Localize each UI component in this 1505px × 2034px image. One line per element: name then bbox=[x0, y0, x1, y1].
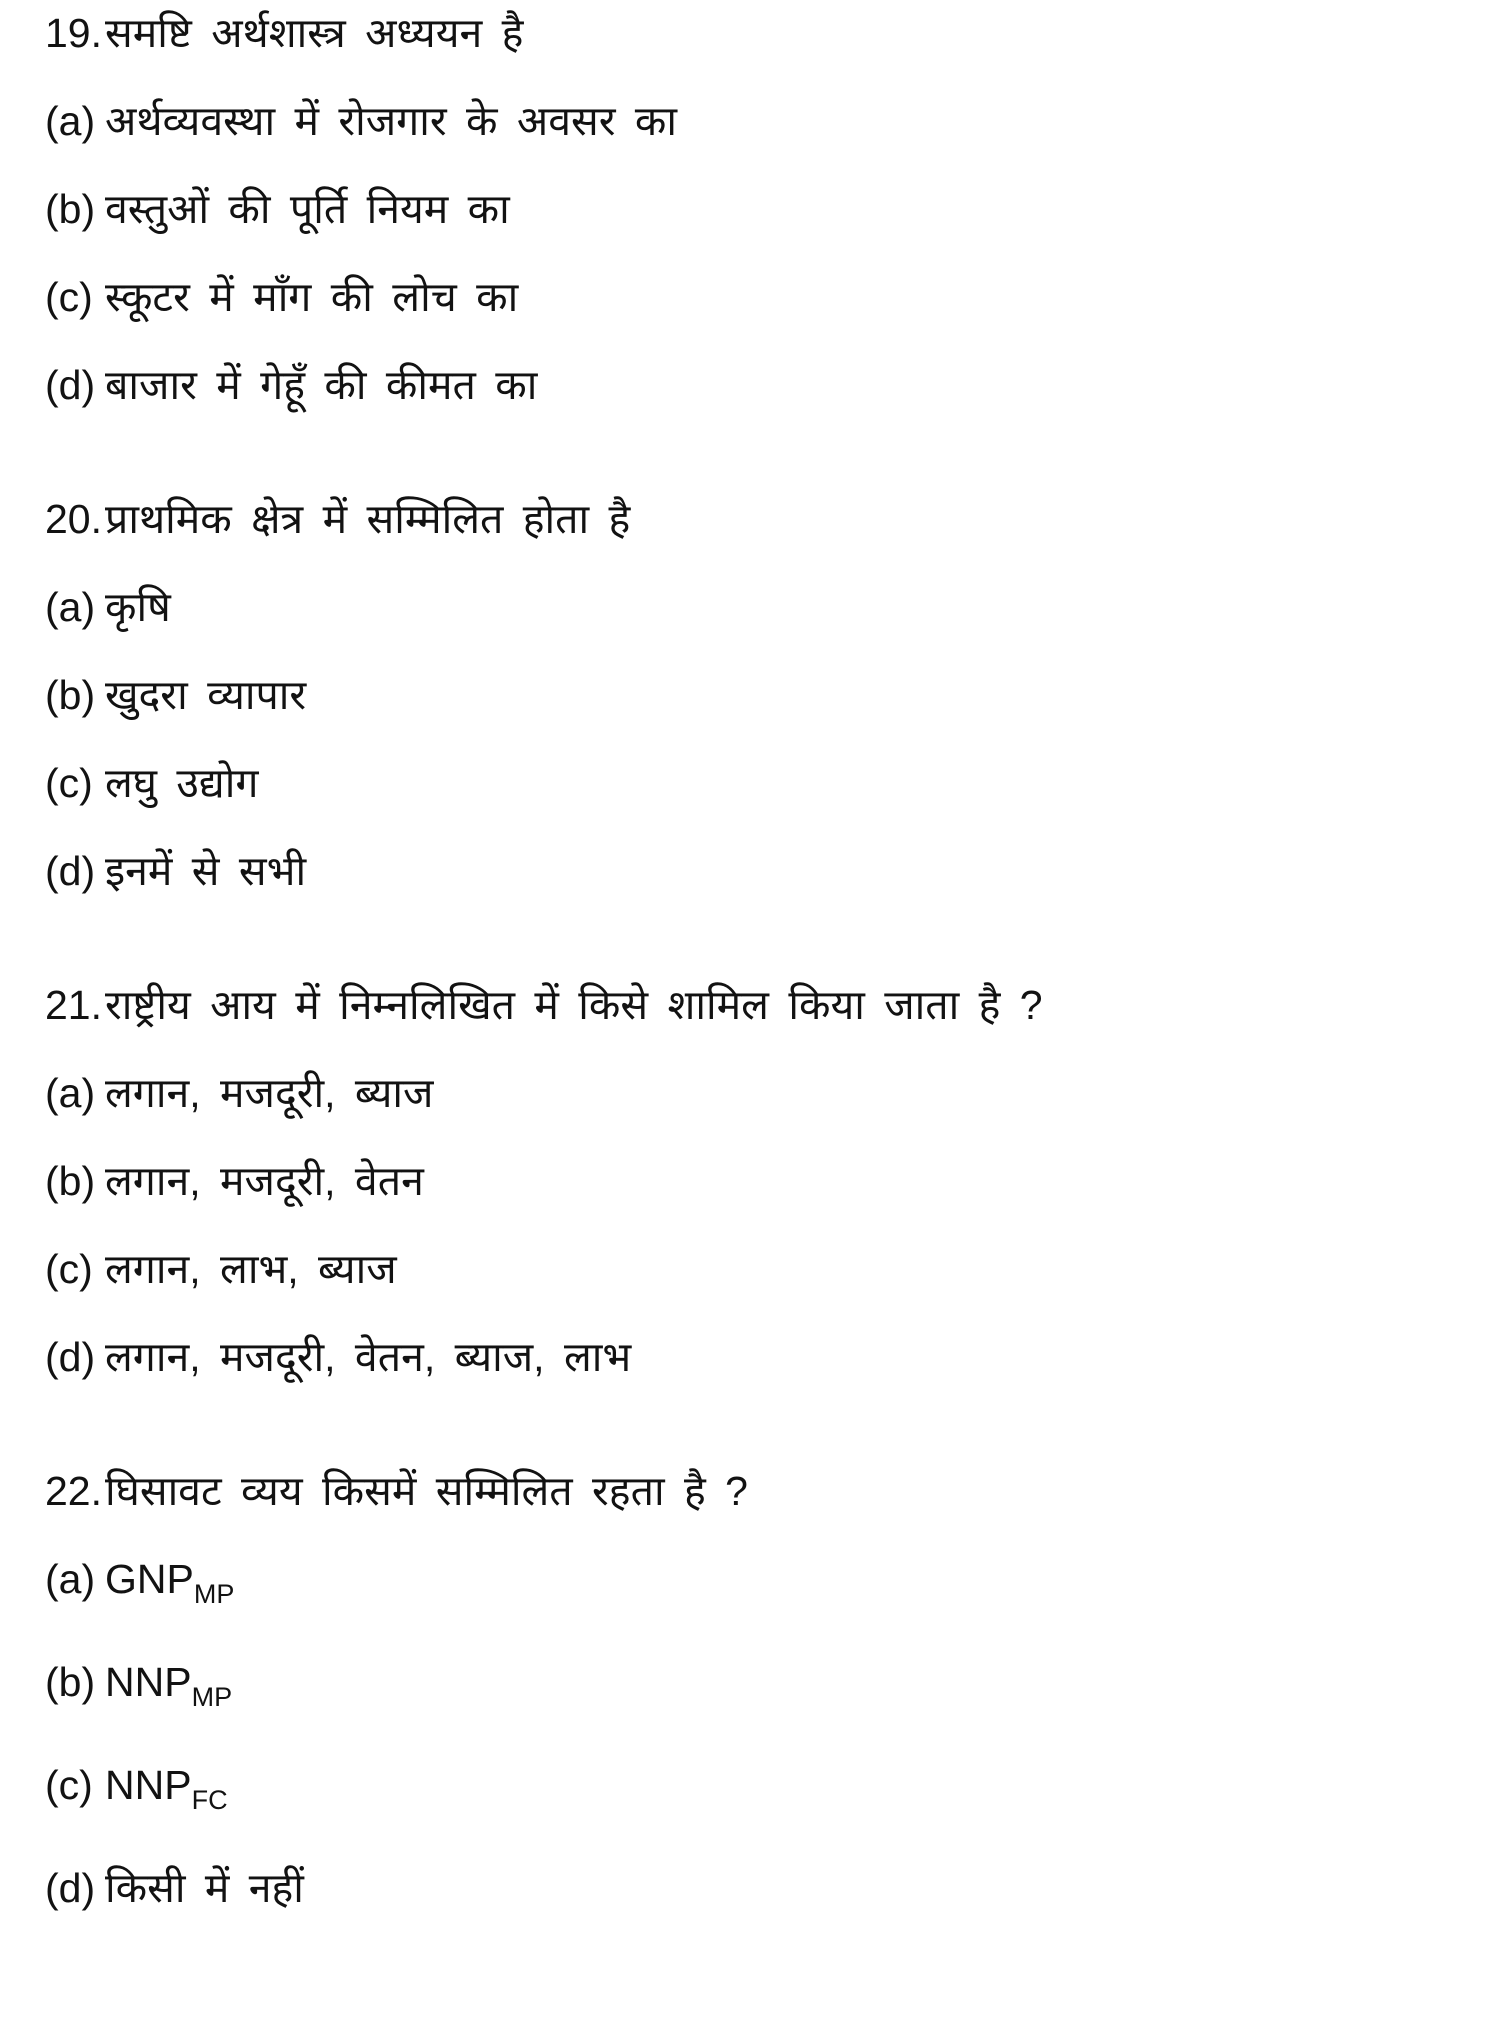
option-b-text: लगान, मजदूरी, वेतन bbox=[105, 1158, 424, 1204]
question-22-line bbox=[45, 1466, 1475, 1516]
question-19-line bbox=[45, 8, 1475, 58]
option-a-text: कृषि bbox=[105, 584, 171, 630]
option-a-text: लगान, मजदूरी, ब्याज bbox=[105, 1070, 434, 1116]
question-19-option-b bbox=[45, 184, 1475, 234]
question-22-option-c bbox=[45, 1760, 1475, 1825]
option-c-subscript: FC bbox=[191, 1785, 228, 1815]
option-c-label: (c) bbox=[45, 1246, 93, 1292]
option-c-label: (c) bbox=[45, 274, 93, 320]
question-22-option-a bbox=[45, 1554, 1475, 1619]
question-19-option-a bbox=[45, 96, 1475, 146]
option-c-label: (c) bbox=[45, 1762, 93, 1808]
question-22-number: 22. bbox=[45, 1468, 102, 1514]
question-21 bbox=[45, 980, 1475, 1382]
question-22-option-b bbox=[45, 1657, 1475, 1722]
option-d-label: (d) bbox=[45, 1865, 96, 1911]
option-a-subscript: MP bbox=[193, 1579, 235, 1609]
option-c-text: लघु उद्योग bbox=[105, 760, 259, 806]
question-20-line bbox=[45, 494, 1475, 544]
question-22-option-d bbox=[45, 1863, 1475, 1913]
option-d-text: लगान, मजदूरी, वेतन, ब्याज, लाभ bbox=[105, 1334, 632, 1380]
option-b-text: वस्तुओं की पूर्ति नियम का bbox=[105, 186, 510, 232]
question-19-number: 19. bbox=[45, 10, 102, 56]
option-d-text: बाजार में गेहूँ की कीमत का bbox=[105, 362, 538, 408]
question-19-text: समष्टि अर्थशास्त्र अध्ययन है bbox=[105, 10, 524, 56]
question-20 bbox=[45, 494, 1475, 896]
option-d-text: किसी में नहीं bbox=[105, 1865, 304, 1911]
question-21-option-b bbox=[45, 1156, 1475, 1206]
option-c-label: (c) bbox=[45, 760, 93, 806]
question-21-text: राष्ट्रीय आय में निम्नलिखित में किसे शामिल किया जाता है ? bbox=[105, 982, 1043, 1028]
question-19-option-d bbox=[45, 360, 1475, 410]
question-20-number: 20. bbox=[45, 496, 102, 542]
option-b-label: (b) bbox=[45, 186, 96, 232]
question-20-option-a bbox=[45, 582, 1475, 632]
option-d-label: (d) bbox=[45, 362, 96, 408]
question-19-option-c bbox=[45, 272, 1475, 322]
question-22-text: घिसावट व्यय किसमें सम्मिलित रहता है ? bbox=[105, 1468, 748, 1514]
option-c-text: NNP bbox=[105, 1762, 192, 1808]
question-20-option-d bbox=[45, 846, 1475, 896]
option-b-label: (b) bbox=[45, 1659, 96, 1705]
option-b-text: NNP bbox=[105, 1659, 192, 1705]
question-20-option-c bbox=[45, 758, 1475, 808]
option-a-label: (a) bbox=[45, 1070, 96, 1116]
option-b-label: (b) bbox=[45, 672, 96, 718]
option-a-text: अर्थव्यवस्था में रोजगार के अवसर का bbox=[105, 98, 678, 144]
option-d-text: इनमें से सभी bbox=[105, 848, 307, 894]
option-d-label: (d) bbox=[45, 848, 96, 894]
question-20-text: प्राथमिक क्षेत्र में सम्मिलित होता है bbox=[105, 496, 631, 542]
question-22 bbox=[45, 1466, 1475, 1913]
option-a-label: (a) bbox=[45, 584, 96, 630]
question-20-option-b bbox=[45, 670, 1475, 720]
option-d-label: (d) bbox=[45, 1334, 96, 1380]
question-21-line bbox=[45, 980, 1475, 1030]
option-c-text: स्कूटर में माँग की लोच का bbox=[105, 274, 519, 320]
question-21-option-c bbox=[45, 1244, 1475, 1294]
option-c-text: लगान, लाभ, ब्याज bbox=[105, 1246, 397, 1292]
option-a-label: (a) bbox=[45, 98, 96, 144]
question-21-option-a bbox=[45, 1068, 1475, 1118]
option-b-text: खुदरा व्यापार bbox=[105, 672, 307, 718]
option-a-text: GNP bbox=[105, 1556, 194, 1602]
question-21-number: 21. bbox=[45, 982, 102, 1028]
question-21-option-d bbox=[45, 1332, 1475, 1382]
option-a-label: (a) bbox=[45, 1556, 96, 1602]
option-b-label: (b) bbox=[45, 1158, 96, 1204]
question-19 bbox=[45, 8, 1475, 410]
option-b-subscript: MP bbox=[191, 1682, 233, 1712]
